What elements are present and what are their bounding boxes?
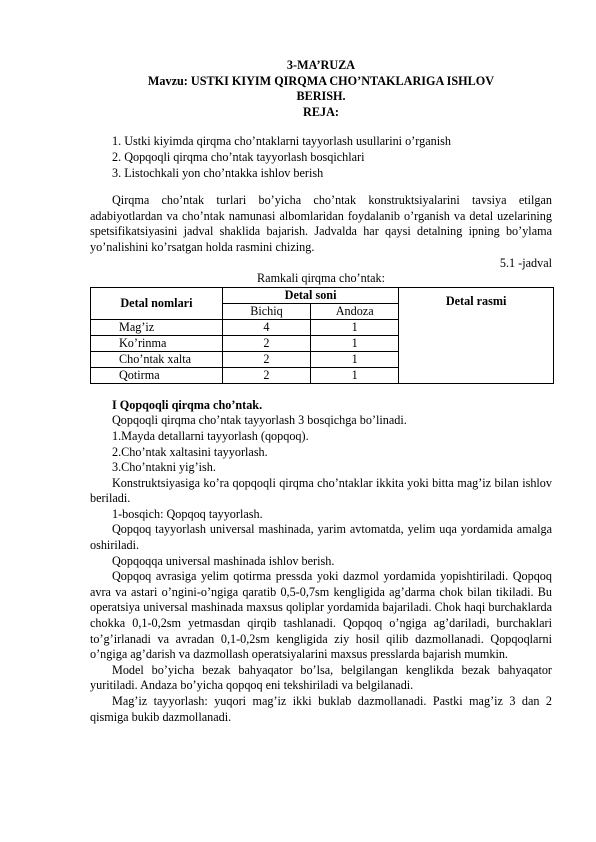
section-line: Qopqoqli qirqma cho’ntak tayyorlash 3 bosqichga bo’linadi. [112, 413, 407, 428]
section-line: 3.Cho’ntakni yig’ish. [112, 460, 216, 475]
detail-name: Ko’rinma [91, 335, 223, 351]
table-caption: Ramkali qirqma cho’ntak: [257, 271, 385, 286]
parts-table [90, 287, 554, 384]
lecture-number: 3-MA’RUZA [286, 58, 356, 72]
paragraph: Konstruktsiyasiga ko’ra qopqoqli qirqma cho’ntaklar ikkita yoki bitta mag’iz bilan ishlov beriladi. [90, 475, 552, 506]
plan-list [90, 134, 552, 181]
col-detail-names: Detal nomlari [91, 287, 223, 319]
topic-line-1: Mavzu: USTKI KIYIM QIRQMA CHO’NTAKLARIGA ISHLOV [147, 73, 495, 88]
paragraph: Qopqoq tayyorlash universal mashinada, yarim avtomatda, yelim uqa yordamida amalga oshiriladi. [90, 522, 552, 553]
col-detail-count: Detal soni [222, 287, 398, 303]
col-pattern: Andoza [311, 303, 399, 319]
pattern-count: 1 [311, 319, 399, 335]
cut-count: 2 [222, 351, 310, 367]
col-detail-picture-label: Detal rasmi [445, 294, 507, 309]
plan-item: 2. Qopqoqli qirqma cho’ntak tayyorlash bosqichlari [112, 149, 365, 164]
table-header-row [91, 287, 554, 303]
detail-name: Cho’ntak xalta [91, 351, 223, 367]
col-cut: Bichiq [222, 303, 310, 319]
cut-count: 2 [222, 367, 310, 383]
detail-name: Mag’iz [91, 319, 223, 335]
cut-count: 4 [222, 319, 310, 335]
intro-paragraph: Qirqma cho’ntak turlari bo’yicha cho’ntak konstruktsiyalarini tavsiya etilgan adabiyotlardan va cho’ntak namunasi albomlaridan foydalanib o’rganish va detal uzelarining spetsifikatsiyasini jadval shaklida bajarish. Jadvalda har qaysi detalning ipning bo’ylama yo’nalishini ko’rsatgan holda rasmini chizing. [90, 193, 552, 254]
cut-count: 2 [222, 335, 310, 351]
topic-line-2: BERISH. [296, 89, 346, 104]
paragraph: Qopqoqqa universal mashinada ishlov berish. [112, 553, 335, 568]
step-heading: 1-bosqich: Qopqoq tayyorlash. [112, 506, 263, 521]
section-title: I Qopqoqli qirqma cho’ntak. [112, 397, 263, 412]
paragraph: Model bo’yicha bezak bahyaqator bo’lsa, belgilangan kenglikda bezak bahyaqator yuritiladi. Andaza bo’yicha qopqoq eni tekshiriladi va belgilanadi. [90, 662, 552, 693]
paragraph: Qopqoq avrasiga yelim qotirma pressda yoki dazmol yordamida yopishtiriladi. Qopqoq avra va astari o’ngini-o’ngiga qaratib 0,5-0,7sm kengligida ag’darma chok bilan tikiladi. Bu operatsiya universal mashinada maxsus qoliplar yordamida bajariladi. Chok haqi burchaklarda chokka 0,1-0,2sm yetmasdan qirqib tashlanadi. Qopqoq o’ngiga ag’dariladi, burchaklari to’g’irlanadi va avradan 0,1-0,2sm kengligida ziy hosil qilib dazmollanadi. Qopqoqlarni o’ngiga ag’darish va dazmollash operatsiyalarini maxsus presslarda bajarish mumkin. [90, 569, 552, 662]
plan-item: 1. Ustki kiyimda qirqma cho’ntaklarni tayyorlash usullarini o’rganish [112, 134, 451, 149]
section-line: 2.Cho’ntak xaltasini tayyorlash. [112, 444, 268, 459]
table-number: 5.1 -jadval [499, 255, 552, 270]
pattern-count: 1 [311, 335, 399, 351]
plan-item: 3. Listochkali yon cho’ntakka ishlov berish [112, 165, 324, 180]
pattern-count: 1 [311, 351, 399, 367]
paragraph: Mag’iz tayyorlash: yuqori mag’iz ikki buklab dazmollanadi. Pastki mag’iz 3 dan 2 qismiga bukib dazmollanadi. [90, 694, 552, 724]
pattern-count: 1 [311, 367, 399, 383]
detail-name: Qotirma [91, 367, 223, 383]
col-detail-picture [399, 287, 554, 383]
section-line: 1.Mayda detallarni tayyorlash (qopqoq). [112, 428, 309, 443]
plan-title: REJA: [303, 104, 339, 119]
